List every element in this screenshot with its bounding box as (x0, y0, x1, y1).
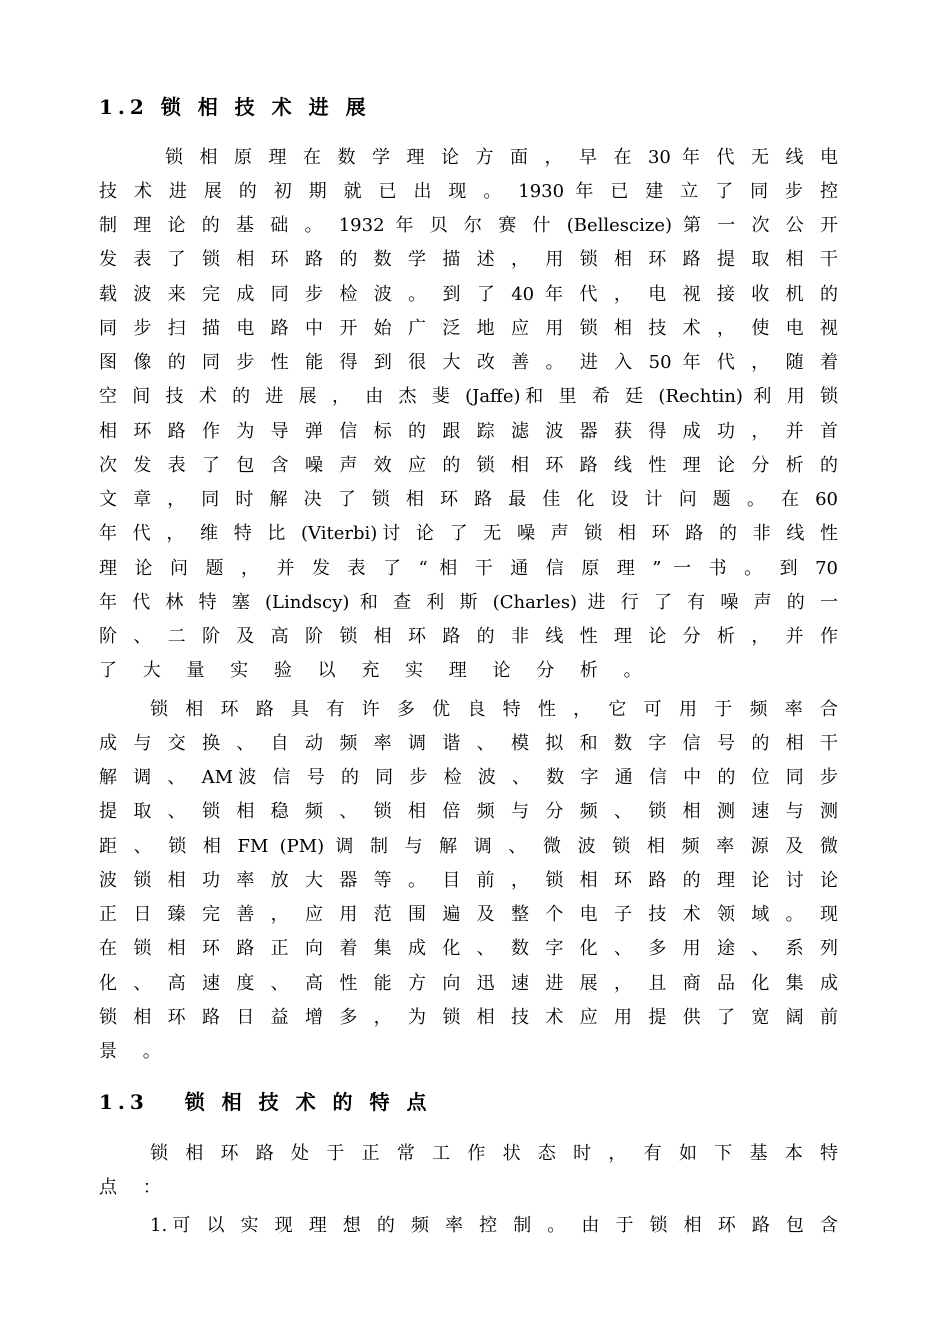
text-line: 图 像 的 同 步 性 能 得 到 很 大 改 善 。 进 入 50 年 代 ， 随 着 (99, 352, 838, 373)
text-line: 年 代 ， 维 特 比 (Viterbi)讨 论 了 无 噪 声 锁 相 环 路 的 非 线 性 (99, 523, 838, 544)
text-line: 锁 相 原 理 在 数 学 理 论 方 面 ， 早 在 30 年 代 无 线 电 (165, 147, 838, 168)
text-line: 文 章 ， 同 时 解 决 了 锁 相 环 路 最 佳 化 设 计 问 题 。 在 60 (99, 489, 838, 510)
text-line: 年 代 林 特 塞 (Lindscy) 和 查 利 斯 (Charles) 进 行 了 有 噪 声 的 一 (99, 592, 838, 613)
text-line: 1.可 以 实 现 理 想 的 频 率 控 制 。 由 于 锁 相 环 路 包 含 (150, 1215, 838, 1236)
section-heading-1-3: 1.3 锁 相 技 术 的 特 点 (99, 1090, 432, 1114)
text-line: 成 与 交 换 、 自 动 频 率 调 谐 、 模 拟 和 数 字 信 号 的 相 干 (99, 733, 838, 754)
text-line: 了 大 量 实 验 以 充 实 理 论 分 析 。 (99, 660, 652, 681)
text-line: 点 ： (99, 1177, 171, 1198)
text-line: 正 日 臻 完 善 ， 应 用 范 围 遍 及 整 个 电 子 技 术 领 域 。 现 (99, 904, 838, 925)
text-line: 空 间 技 术 的 进 展 ， 由 杰 斐 (Jaffe)和 里 希 廷 (Rechtin) 利 用 锁 (99, 386, 838, 407)
section-heading-1-2: 1.2 锁 相 技 术 进 展 (99, 95, 371, 119)
text-line: 同 步 扫 描 电 路 中 开 始 广 泛 地 应 用 锁 相 技 术 ， 使 电 视 (99, 318, 838, 339)
text-line: 发 表 了 锁 相 环 路 的 数 学 描 述 ， 用 锁 相 环 路 提 取 相 干 (99, 249, 838, 270)
text-line: 次 发 表 了 包 含 噪 声 效 应 的 锁 相 环 路 线 性 理 论 分 析 的 (99, 455, 838, 476)
text-line: 化 、 高 速 度 、 高 性 能 方 向 迅 速 进 展 ， 且 商 品 化 集 成 (99, 973, 838, 994)
text-line: 阶 、 二 阶 及 高 阶 锁 相 环 路 的 非 线 性 理 论 分 析 ， 并 作 (99, 626, 838, 647)
text-line: 锁 相 环 路 具 有 许 多 优 良 特 性 ， 它 可 用 于 频 率 合 (150, 699, 838, 720)
text-line: 在 锁 相 环 路 正 向 着 集 成 化 、 数 字 化 、 多 用 途 、 系 列 (99, 938, 838, 959)
text-line: 制 理 论 的 基 础 。 1932 年 贝 尔 赛 什 (Bellescize) 第 一 次 公 开 (99, 215, 838, 236)
text-line: 景 。 (99, 1041, 171, 1062)
text-line: 锁 相 环 路 日 益 增 多 ， 为 锁 相 技 术 应 用 提 供 了 宽 阔 前 (99, 1007, 838, 1028)
text-line: 解 调 、 AM波 信 号 的 同 步 检 波 、 数 字 通 信 中 的 位 同 步 (99, 767, 838, 788)
text-line: 技 术 进 展 的 初 期 就 已 出 现 。 1930 年 已 建 立 了 同 步 控 (99, 181, 838, 202)
text-line: 相 环 路 作 为 导 弹 信 标 的 跟 踪 滤 波 器 获 得 成 功 ， 并 首 (99, 421, 838, 442)
text-line: 载 波 来 完 成 同 步 检 波 。 到 了 40 年 代 ， 电 视 接 收 机 的 (99, 284, 838, 305)
text-line: 锁 相 环 路 处 于 正 常 工 作 状 态 时 ， 有 如 下 基 本 特 (150, 1143, 838, 1164)
text-line: 提 取 、 锁 相 稳 频 、 锁 相 倍 频 与 分 频 、 锁 相 测 速 与 测 (99, 801, 838, 822)
text-line: 理 论 问 题 ， 并 发 表 了 “ 相 干 通 信 原 理 ” 一 书 。 到 70 (99, 558, 838, 579)
text-line: 波 锁 相 功 率 放 大 器 等 。 目 前 ， 锁 相 环 路 的 理 论 讨 论 (99, 870, 838, 891)
text-line: 距 、 锁 相 FM (PM) 调 制 与 解 调 、 微 波 锁 相 频 率 源 及 微 (99, 836, 838, 857)
